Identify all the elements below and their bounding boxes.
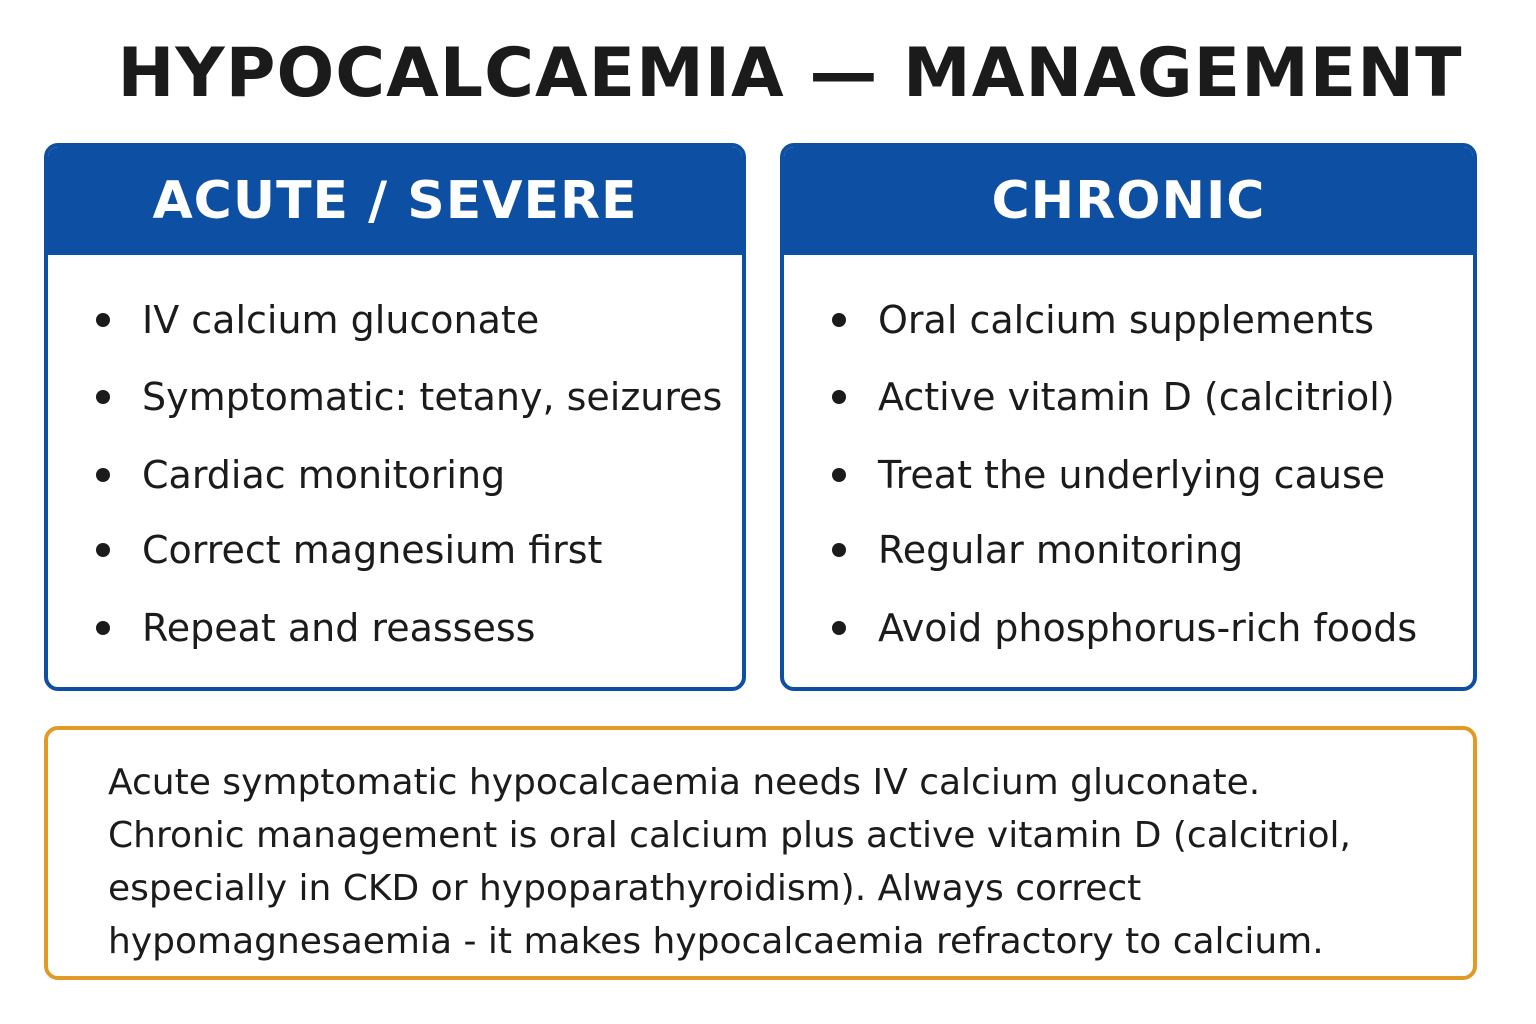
bullet-icon <box>832 468 846 482</box>
bullet-icon <box>96 468 110 482</box>
list-item-text: Avoid phosphorus-rich foods <box>878 606 1418 650</box>
list-item-text: Treat the underlying cause <box>878 453 1386 497</box>
acute-panel-heading: ACUTE / SEVERE <box>48 147 742 255</box>
page-title: HYPOCALCAEMIA — MANAGEMENT <box>117 34 1463 113</box>
bullet-icon <box>832 621 846 635</box>
list-item-text: Regular monitoring <box>878 528 1244 572</box>
list-item <box>96 445 505 505</box>
summary-note-box <box>44 726 1477 980</box>
chronic-panel <box>780 143 1477 691</box>
list-item-text: Oral calcium supplements <box>878 298 1375 342</box>
list-item-text: Correct magnesium first <box>142 528 603 572</box>
bullet-icon <box>96 543 110 557</box>
bullet-icon <box>96 621 110 635</box>
bullet-icon <box>96 390 110 404</box>
list-item <box>96 598 535 658</box>
list-item <box>96 290 539 350</box>
list-item <box>832 367 1395 427</box>
list-item-text: Repeat and reassess <box>142 606 536 650</box>
list-item <box>832 520 1243 580</box>
list-item-text: Active vitamin D (calcitriol) <box>878 375 1395 419</box>
summary-note-text: Acute symptomatic hypocalcaemia needs IV calcium gluconate. Chronic management is oral calcium plus active vitamin D (calcitriol, especially in CKD or hypoparathyroidism). Always correct hypomagnesaemia - it makes hypocalcaemia refractory to calcium. <box>108 762 1351 962</box>
list-item <box>96 367 722 427</box>
list-item <box>832 290 1374 350</box>
list-item <box>96 520 602 580</box>
bullet-icon <box>832 313 846 327</box>
bullet-icon <box>96 313 110 327</box>
list-item-text: Symptomatic: tetany, seizures <box>142 375 723 419</box>
list-item <box>832 445 1385 505</box>
list-item <box>832 598 1417 658</box>
bullet-icon <box>832 390 846 404</box>
chronic-panel-heading: CHRONIC <box>784 147 1473 255</box>
list-item-text: IV calcium gluconate <box>142 298 540 342</box>
bullet-icon <box>832 543 846 557</box>
acute-severe-panel <box>44 143 746 691</box>
list-item-text: Cardiac monitoring <box>142 453 506 497</box>
